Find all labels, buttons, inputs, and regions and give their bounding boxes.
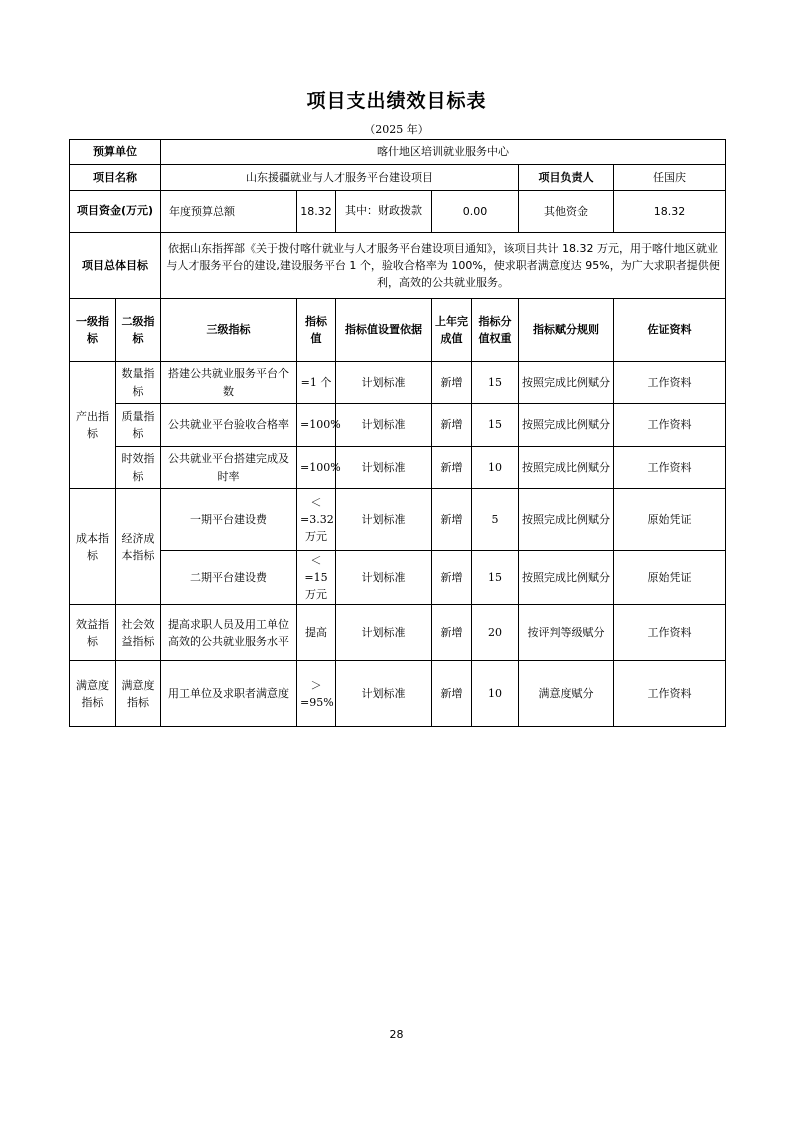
- row-basis: 计划标准: [336, 362, 432, 404]
- row-level3: 二期平台建设费: [161, 551, 297, 605]
- row-level2: 时效指标: [116, 447, 161, 489]
- funds-row: [70, 191, 726, 233]
- row-weight: 15: [472, 362, 519, 404]
- header-basis: 指标值设置依据: [336, 299, 432, 362]
- row-rule: 按照完成比例赋分: [519, 489, 614, 551]
- row-evidence: 工作资料: [614, 661, 726, 727]
- page-number: 28: [389, 1028, 404, 1041]
- header-last-year: 上年完成值: [432, 299, 472, 362]
- row-value: =100%: [297, 447, 336, 489]
- page-title: 项目支出绩效目标表: [306, 90, 487, 112]
- table-row: [70, 404, 726, 447]
- project-name-row: [70, 165, 726, 191]
- row-weight: 10: [472, 447, 519, 489]
- row-basis: 计划标准: [336, 447, 432, 489]
- header-weight: 指标分值权重: [472, 299, 519, 362]
- row-rule: 按评判等级赋分: [519, 605, 614, 661]
- row-last-year: 新增: [432, 404, 472, 447]
- overall-goal-row: [70, 233, 726, 299]
- row-level2: 数量指标: [116, 362, 161, 404]
- table-row: [70, 661, 726, 727]
- row-level3: 公共就业平台验收合格率: [161, 404, 297, 447]
- row-value: ＜=15 万元: [297, 551, 336, 605]
- annual-budget-value: 18.32: [297, 191, 336, 233]
- header-level3: 三级指标: [161, 299, 297, 362]
- performance-table: [69, 139, 726, 727]
- row-level3: 提高求职人员及用工单位高效的公共就业服务水平: [161, 605, 297, 661]
- row-weight: 15: [472, 551, 519, 605]
- header-level2: 二级指标: [116, 299, 161, 362]
- fiscal-value: 0.00: [432, 191, 519, 233]
- row-evidence: 原始凭证: [614, 551, 726, 605]
- row-weight: 5: [472, 489, 519, 551]
- row-rule: 按照完成比例赋分: [519, 362, 614, 404]
- project-name-label: 项目名称: [70, 165, 161, 191]
- overall-goal-text: 依据山东指挥部《关于拨付喀什就业与人才服务平台建设项目通知》，该项目共计 18.32 万元，用于喀什地区就业与人才服务平台的建设,建设服务平台 1 个，验收合格率为 100%，使求职者满意度达 95%，为广大求职者提供便利，高效的公共就业服务。: [161, 233, 726, 299]
- group-cost: 成本指标: [70, 489, 116, 605]
- table-row: [70, 447, 726, 489]
- funds-label: 项目资金(万元): [70, 191, 161, 233]
- group-output: 产出指标: [70, 362, 116, 489]
- row-evidence: 工作资料: [614, 605, 726, 661]
- table-row: [70, 362, 726, 404]
- row-level3: 搭建公共就业服务平台个数: [161, 362, 297, 404]
- row-value: 提高: [297, 605, 336, 661]
- row-level3: 一期平台建设费: [161, 489, 297, 551]
- row-rule: 按照完成比例赋分: [519, 404, 614, 447]
- row-last-year: 新增: [432, 362, 472, 404]
- group-benefit: 效益指标: [70, 605, 116, 661]
- annual-budget-label-text: 年度预算总额: [169, 204, 235, 218]
- row-last-year: 新增: [432, 551, 472, 605]
- header-rule: 指标赋分规则: [519, 299, 614, 362]
- row-evidence: 工作资料: [614, 404, 726, 447]
- row-weight: 20: [472, 605, 519, 661]
- table-row: [70, 605, 726, 661]
- budget-unit-label: 预算单位: [70, 140, 161, 165]
- other-value: 18.32: [614, 191, 726, 233]
- row-basis: 计划标准: [336, 404, 432, 447]
- fiscal-label: 其中：财政拨款: [336, 191, 432, 233]
- annual-budget-label: [161, 191, 297, 233]
- row-weight: 15: [472, 404, 519, 447]
- other-label: 其他资金: [519, 191, 614, 233]
- year-label: （2025 年）: [364, 123, 429, 136]
- row-evidence: 原始凭证: [614, 489, 726, 551]
- row-weight: 10: [472, 661, 519, 727]
- row-value: =1 个: [297, 362, 336, 404]
- row-level2: 质量指标: [116, 404, 161, 447]
- group-satisfaction: 满意度指标: [70, 661, 116, 727]
- row-value: =100%: [297, 404, 336, 447]
- row-basis: 计划标准: [336, 661, 432, 727]
- row-evidence: 工作资料: [614, 362, 726, 404]
- row-basis: 计划标准: [336, 605, 432, 661]
- row-evidence: 工作资料: [614, 447, 726, 489]
- row-level2: 社会效益指标: [116, 605, 161, 661]
- row-rule: 按照完成比例赋分: [519, 447, 614, 489]
- header-level1: 一级指标: [70, 299, 116, 362]
- row-rule: 按照完成比例赋分: [519, 551, 614, 605]
- budget-unit-value: 喀什地区培训就业服务中心: [161, 140, 726, 165]
- row-basis: 计划标准: [336, 551, 432, 605]
- leader-value: 任国庆: [614, 165, 726, 191]
- row-last-year: 新增: [432, 447, 472, 489]
- table-row: [70, 489, 726, 551]
- budget-unit-row: [70, 140, 726, 165]
- row-rule: 满意度赋分: [519, 661, 614, 727]
- row-last-year: 新增: [432, 605, 472, 661]
- row-level3: 用工单位及求职者满意度: [161, 661, 297, 727]
- row-last-year: 新增: [432, 489, 472, 551]
- project-name-value: 山东援疆就业与人才服务平台建设项目: [161, 165, 519, 191]
- header-evidence: 佐证资料: [614, 299, 726, 362]
- row-level2: 满意度指标: [116, 661, 161, 727]
- row-basis: 计划标准: [336, 489, 432, 551]
- leader-label: 项目负责人: [519, 165, 614, 191]
- row-value: ＜=3.32 万元: [297, 489, 336, 551]
- header-row: [70, 299, 726, 362]
- row-level2: 经济成本指标: [116, 489, 161, 605]
- row-level3: 公共就业平台搭建完成及时率: [161, 447, 297, 489]
- overall-goal-label: 项目总体目标: [70, 233, 161, 299]
- table-row: [70, 551, 726, 605]
- header-value: 指标值: [297, 299, 336, 362]
- row-value: ＞=95%: [297, 661, 336, 727]
- row-last-year: 新增: [432, 661, 472, 727]
